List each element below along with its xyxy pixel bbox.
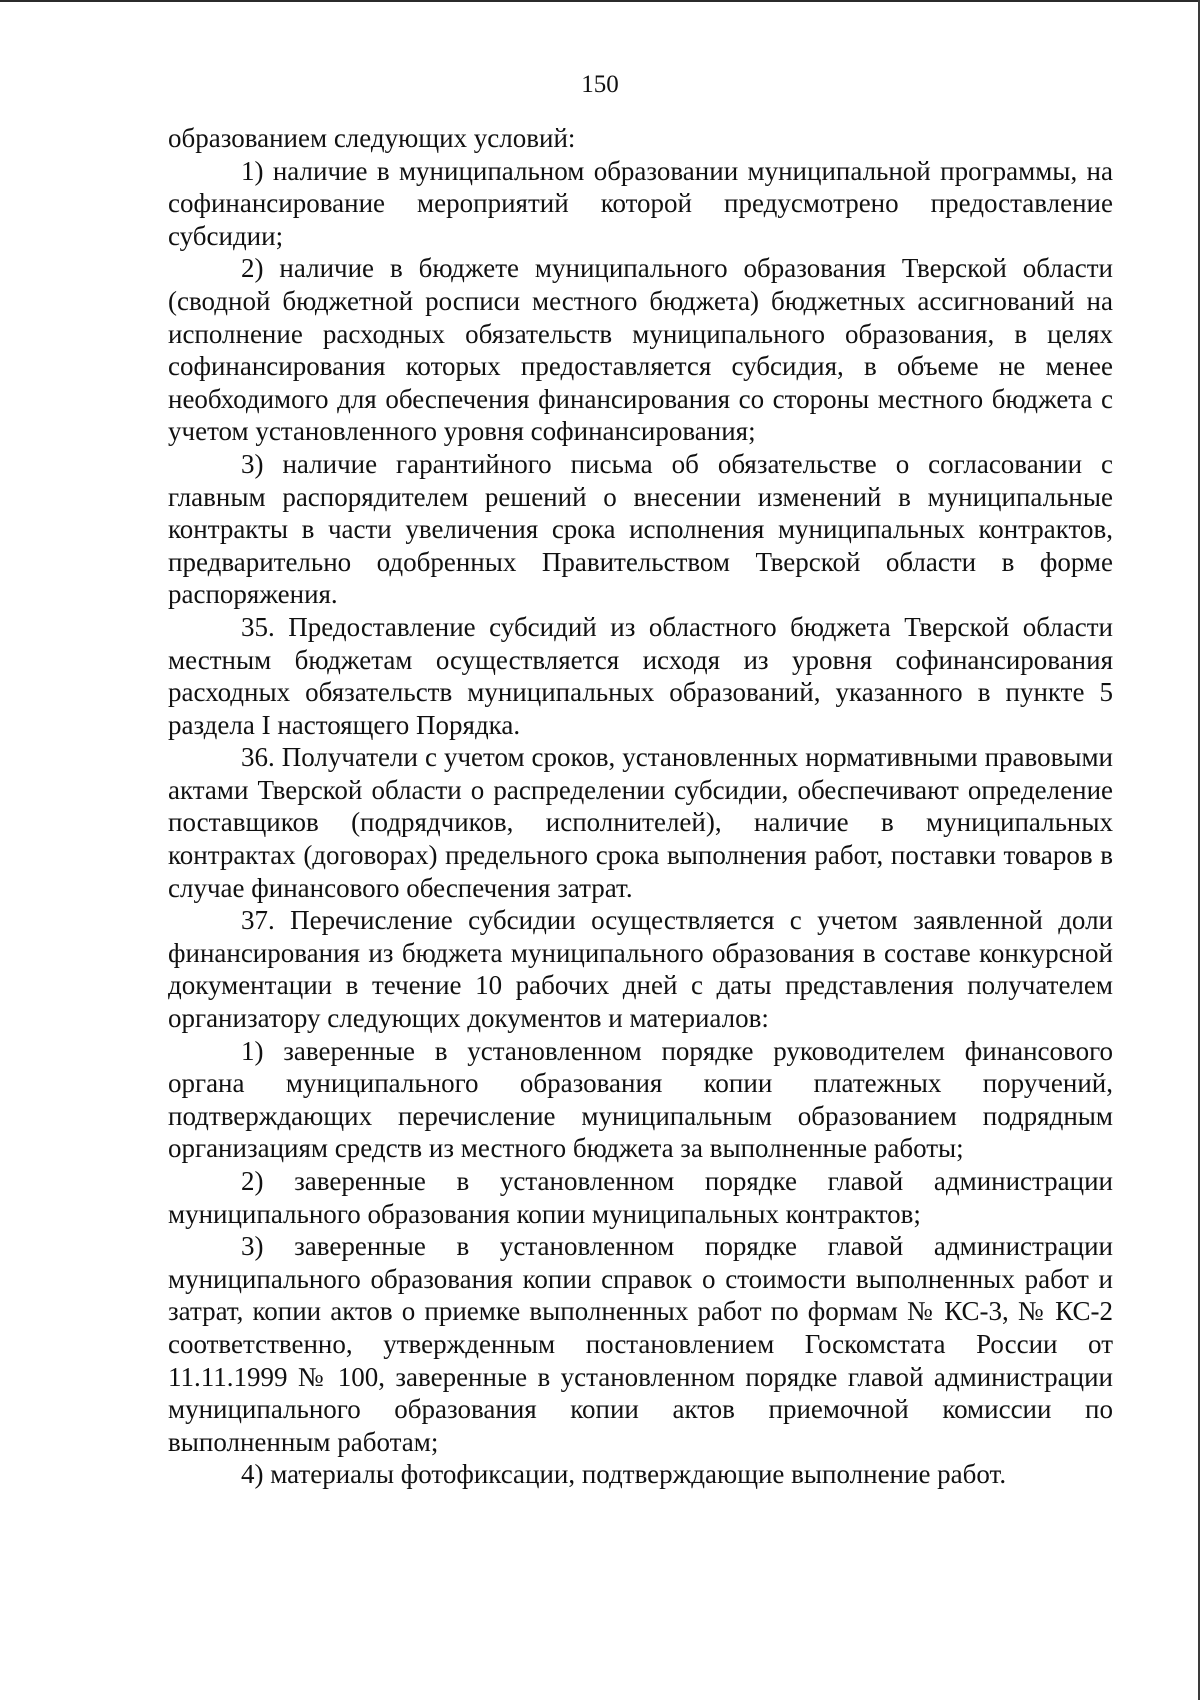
document-body: [168, 122, 1113, 1491]
paragraph-condition-2: 2) наличие в бюджете муниципального образования Тверской области (сводной бюджетной росписи местного бюджета) бюджетных ассигнований на исполнение расходных обязательств муниципального образования, в целях софинансирования которых предоставляется субсидия, в объеме не менее необходимого для обеспечения финансирования со стороны местного бюджета с учетом установленного уровня софинансирования;: [168, 253, 1113, 447]
paragraph-item-35: 35. Предоставление субсидий из областного бюджета Тверской области местным бюджетам осуществляется исходя из уровня софинансирования расходных обязательств муниципальных образований, указанного в пункте 5 раздела I настоящего Порядка.: [168, 611, 1113, 740]
paragraph-condition-3: 3) наличие гарантийного письма об обязательстве о согласовании с главным распорядителем решений о внесении изменений в муниципальные контракты в части увеличения срока исполнения муниципальных контрактов, предварительно одобренных Правительством Тверской области в форме распоряжения.: [168, 448, 1113, 610]
paragraph-document-2: 2) заверенные в установленном порядке главой администрации муниципального образования копии муниципальных контрактов;: [168, 1166, 1113, 1229]
paragraph-condition-1: 1) наличие в муниципальном образовании муниципальной программы, на софинансирование мероприятий которой предусмотрено предоставление субсидии;: [168, 155, 1113, 251]
paragraph-item-36: 36. Получатели с учетом сроков, установленных нормативными правовыми актами Тверской области о распределении субсидии, обеспечивают определение поставщиков (подрядчиков, исполнителей), наличие в муниципальных контрактах (договорах) предельного срока выполнения работ, поставки товаров в случае финансового обеспечения затрат.: [168, 742, 1113, 903]
paragraph-continuation: образованием следующих условий:: [168, 123, 576, 153]
paragraph-item-37: 37. Перечисление субсидии осуществляется с учетом заявленной доли финансирования из бюджета муниципального образования в составе конкурсной документации в течение 10 рабочих дней с даты представления получателем организатору следующих документов и материалов:: [168, 905, 1113, 1034]
page-number: 150: [581, 71, 619, 98]
paragraph-document-3: 3) заверенные в установленном порядке главой администрации муниципального образования копии справок о стоимости выполненных работ и затрат, копии актов о приемке выполненных работ по формам № КС-3, № КС-2 соответственно, утвержденным постановлением Госкомстата России от 11.11.1999 № 100, заверенные в установленном порядке главой администрации муниципального образования копии актов приемочной комиссии по выполненным работам;: [168, 1231, 1113, 1457]
paragraph-document-1: 1) заверенные в установленном порядке руководителем финансового органа муниципального образования копии платежных поручений, подтверждающих перечисление муниципальным образованием подрядным организациям средств из местного бюджета за выполненные работы;: [168, 1035, 1113, 1164]
paragraph-document-4: 4) материалы фотофиксации, подтверждающие выполнение работ.: [241, 1459, 1007, 1490]
scan-top-edge: [0, 0, 1200, 2]
